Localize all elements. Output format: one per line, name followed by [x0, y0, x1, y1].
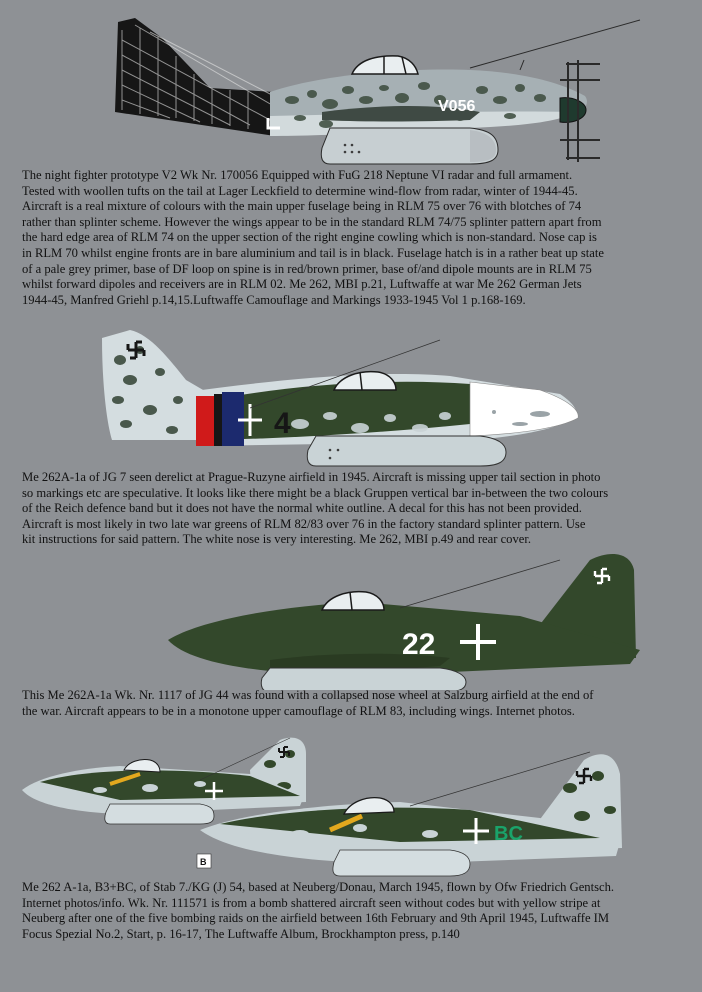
aircraft-illustration-jg7	[0, 320, 702, 470]
caption-jg44: This Me 262A-1a Wk. Nr. 1117 of JG 44 was found with a collapsed nose wheel at Salzburg airfield at the end of the war. Aircraft appears to be in a monotone upper camouflage of RLM 83, including wings. Internet photos.	[22, 688, 594, 718]
aircraft-rear-kg54	[22, 738, 306, 824]
aircraft-code-small-kg54: B	[200, 857, 207, 867]
aircraft-illustration-jg44	[0, 540, 702, 690]
aircraft-illustration-v2	[0, 0, 702, 170]
caption-jg7: Me 262A-1a of JG 7 seen derelict at Prague-Ruzyne airfield in 1945. Aircraft is missing upper tail section in photo so markings etc are speculative. It looks like there might be a black Gruppen vertical bar in-between the two colours of the Reich defence band but it does not have the normal white outline. A decal for this has not been provided. Aircraft is most likely in two late war greens of RLM 82/83 over 76 in the factory standard splinter pattern. Use kit instructions for said pattern. The white nose is very interesting. Me 262, MBI p.49 and rear cover.	[22, 470, 609, 547]
aircraft-code-v2: V056	[438, 98, 476, 115]
aircraft-number-jg7: 4	[274, 407, 291, 440]
profile-panel-jg7	[0, 320, 702, 560]
profile-panel-jg44	[0, 540, 702, 720]
aircraft-illustration-kg54	[0, 730, 702, 880]
aircraft-code-kg54: BC	[494, 823, 523, 845]
profile-panel-v2	[0, 0, 702, 330]
caption-v2: The night fighter prototype V2 Wk Nr. 170056 Equipped with FuG 218 Neptune VI radar and full armament. Tested with woollen tufts on the tail at Lager Leckfield to determine wind-flow from radar, winter of 1944-45. Aircraft is a real mixture of colours with the main upper fuselage being in RLM 75 over 76 with blotches of 74 rather than splinter scheme. However the wings appear to be in the standard RLM 74/75 splinter pattern apart from the hard edge area of RLM 74 on the upper section of the right engine cowling which is non-standard. Nose cap is in RLM 70 whilst engine fronts are in bare aluminium and tail is in black. Fuselage hatch is in a rather beat up state of a pale grey primer, base of DF loop on spine is in red/brown primer, base of/and dipole mounts are in RLM 75 whilst forward dipoles and receivers are in RLM 02. Me 262, MBI p.21, Luftwaffe at war Me 262 German Jets 1944-45, Manfred Griehl p.14,15.Luftwaffe Camouflage and Markings 1933-1945 Vol 1 p.168-169.	[22, 168, 604, 307]
caption-kg54: Me 262 A-1a, B3+BC, of Stab 7./KG (J) 54, based at Neuberg/Donau, March 1945, flown by Ofw Friedrich Gentsch. Internet photos/info. Wk. Nr. 111571 is from a bomb shattered aircraft seen without codes but with yellow stripe at Neuberg after one of the five bombing raids on the airfield between 16th February and 9th April 1945, Luftwaffe IM Focus Spezial No.2, Start, p. 16-17, The Luftwaffe Album, Brockhampton press, p.140	[22, 880, 615, 941]
aircraft-number-jg44: 22	[402, 628, 436, 661]
profile-panel-kg54	[0, 730, 702, 992]
